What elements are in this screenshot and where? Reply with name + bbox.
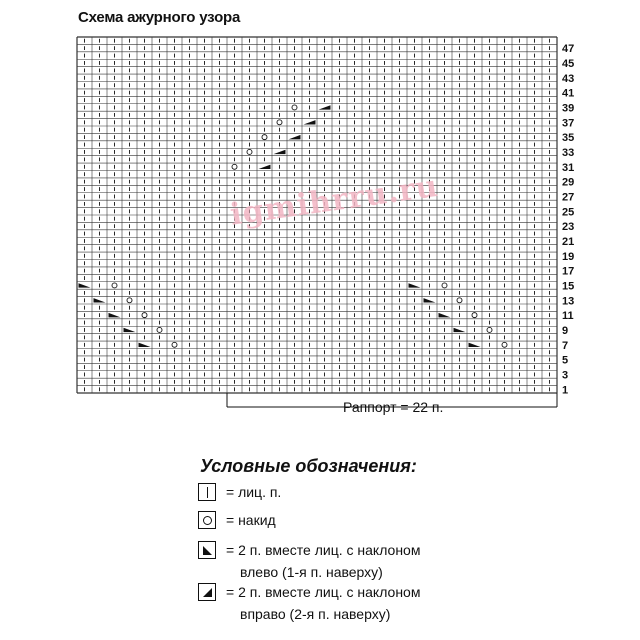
row-number-label: 33: [562, 146, 575, 159]
row-number-label: 15: [562, 280, 575, 293]
row-number-label: 23: [562, 221, 575, 234]
yarn-over-mark: [292, 105, 297, 110]
row-number-label: 27: [562, 191, 575, 204]
row-number-label: 3: [562, 369, 569, 382]
yarn-over-mark: [487, 327, 492, 332]
k2tog-right-mark: [304, 120, 316, 124]
row-number-label: 39: [562, 102, 575, 115]
k2tog-left-mark: [454, 328, 466, 332]
legend-text: = накид: [226, 512, 276, 528]
yarn-over-mark: [247, 149, 252, 154]
yarn-over-mark: [472, 313, 477, 318]
chart-title: Схема ажурного узора: [78, 9, 241, 26]
row-number-label: 7: [562, 339, 569, 352]
row-number-label: 13: [562, 295, 575, 308]
legend-text: = лиц. п.: [226, 484, 282, 500]
row-number-label: 19: [562, 250, 575, 263]
legend-text: = 2 п. вместе лиц. с наклоном: [226, 542, 421, 558]
k2tog-left-icon: [198, 541, 216, 559]
rapport-label: Раппорт = 22 п.: [343, 399, 444, 415]
row-number-label: 47: [562, 43, 575, 56]
k2tog-right-mark: [274, 150, 286, 154]
row-number-label: 45: [562, 57, 575, 70]
row-number-label: 11: [562, 310, 574, 323]
yarn-over-mark: [502, 342, 507, 347]
yarn-over-mark: [442, 283, 447, 288]
k2tog-right-mark: [319, 105, 331, 109]
legend-text-second-line: вправо (2-я п. наверху): [240, 606, 391, 622]
k2tog-left-mark: [439, 313, 451, 317]
k2tog-right-mark: [259, 165, 271, 169]
row-number-label: 41: [562, 87, 575, 100]
k2tog-left-mark: [94, 298, 106, 302]
k2tog-left-mark: [424, 298, 436, 302]
legend-text-second-line: влево (1-я п. наверху): [240, 564, 383, 580]
row-number-label: 35: [562, 132, 575, 145]
row-number-label: 1: [562, 384, 569, 397]
row-number-label: 17: [562, 265, 575, 278]
legend-text: = 2 п. вместе лиц. с наклоном: [226, 584, 421, 600]
k2tog-left-mark: [109, 313, 121, 317]
row-number-label: 21: [562, 235, 575, 248]
row-number-label: 25: [562, 206, 575, 219]
yarn-over-mark: [277, 120, 282, 125]
row-number-label: 37: [562, 117, 575, 130]
yarn-over-mark: [262, 135, 267, 140]
knit-stitch-icon: [198, 483, 216, 501]
yarn-over-mark: [457, 298, 462, 303]
k2tog-right-icon: [198, 583, 216, 601]
legend-title: Условные обозначения:: [200, 456, 417, 476]
watermark-text: igmihrru.ru: [228, 168, 441, 233]
row-number-label: 43: [562, 72, 575, 85]
yarn-over-mark: [157, 327, 162, 332]
row-number-label: 31: [562, 161, 575, 174]
yarn-over-mark: [172, 342, 177, 347]
row-number-label: 29: [562, 176, 575, 189]
k2tog-left-mark: [469, 343, 481, 347]
k2tog-right-mark: [289, 135, 301, 139]
yarn-over-mark: [232, 164, 237, 169]
k2tog-left-mark: [139, 343, 151, 347]
yarn-over-mark: [142, 313, 147, 318]
yarn-over-mark: [127, 298, 132, 303]
yarn-over-mark: [112, 283, 117, 288]
k2tog-left-mark: [409, 283, 421, 287]
k2tog-left-mark: [79, 283, 91, 287]
k2tog-left-mark: [124, 328, 136, 332]
row-number-label: 5: [562, 354, 569, 367]
yarn-over-icon: [198, 511, 216, 529]
row-number-label: 9: [562, 324, 569, 337]
